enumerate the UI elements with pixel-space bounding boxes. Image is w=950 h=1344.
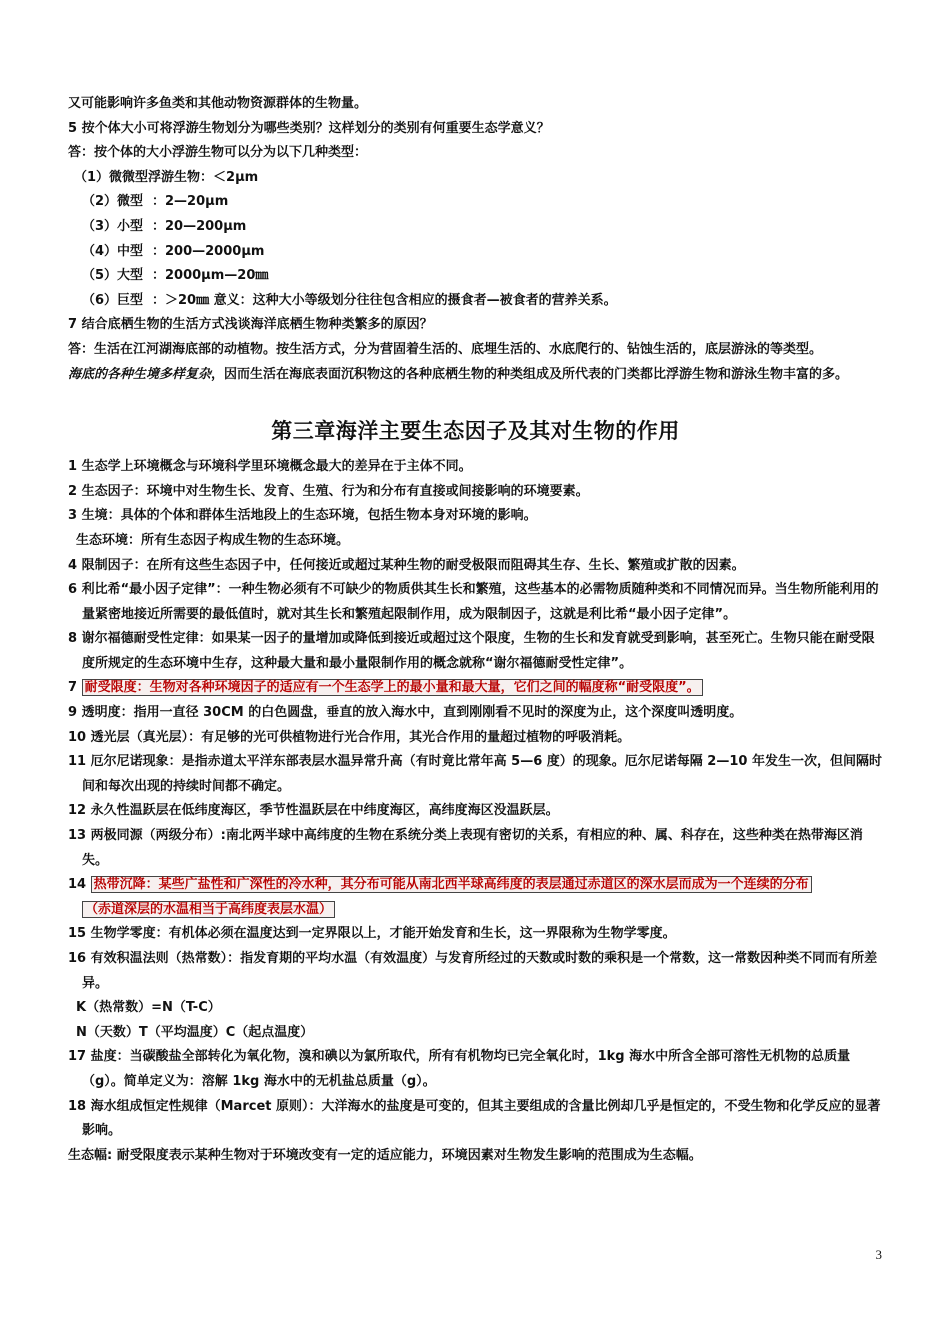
page-number: 3 <box>875 1247 882 1262</box>
type-value: ：＞20㎜ 意义：这种大小等级划分往往包含相应的摄食者—被食者的营养关系。 <box>152 292 617 308</box>
type-label: （2）微型 <box>82 194 144 210</box>
answer-7: 答：生活在江河湖海底部的动植物。按生活方式，分为营固着生活的、底埋生活的、水底爬行的、钻蚀生活的，底层游泳的等类型。 <box>68 341 823 357</box>
plankton-type-3 <box>68 215 883 240</box>
type-label: （5）大型 <box>82 268 144 284</box>
item-18: 18 海水组成恒定性规律（Marcet 原则）：大洋海水的盐度是可变的，但其主要组成的含量比例却几乎是恒定的，不受生物和化学反应的显著影响。 <box>68 1098 881 1139</box>
item-number: 14 <box>68 877 91 893</box>
highlighted-text: 耐受限度：生物对各种环境因子的适应有一个生态学上的最小量和最大量，它们之间的幅度称“耐受限度”。 <box>82 679 703 696</box>
item-16-legend: N（天数）T（平均温度）C（起点温度） <box>76 1024 314 1040</box>
item-12: 12 永久性温跃层在低纬度海区，季节性温跃层在中纬度海区，高纬度海区没温跃层。 <box>68 803 559 819</box>
plankton-type-1 <box>68 166 883 191</box>
item-6: 6 利比希“最小因子定律”：一种生物必须有不可缺少的物质供其生长和繁殖，这些基本的必需物质随种类和不同情况而异。当生物所能利用的量紧密地接近所需要的最低值时，就对其生长和繁殖起限制作用，成为限制因子，这就是利比希“最小因子定律”。 <box>68 582 879 622</box>
type-label: （1）微微型浮游生物： <box>74 169 214 185</box>
plankton-type-4 <box>68 240 883 265</box>
item-15: 15 生物学零度：有机体必须在温度达到一定界限以上，才能开始发育和生长，这一界限称为生物学零度。 <box>68 926 676 942</box>
highlighted-text: 热带沉降：某些广盐性和广深性的冷水种，其分布可能从南北西半球高纬度的表层通过赤道区的深水层而成为一个连续的分布 <box>91 876 812 893</box>
type-label: （3）小型 <box>82 218 144 234</box>
intro-line: 又可能影响许多鱼类和其他动物资源群体的生物量。 <box>68 96 368 111</box>
item-1: 1 生态学上环境概念与环境科学里环境概念最大的差异在于主体不同。 <box>68 459 472 475</box>
item-17: 17 盐度：当碳酸盐全部转化为氧化物，溴和碘以为氯所取代，所有有机物均已完全氧化时，1kg 海水中所含全部可溶性无机物的总质量（g）。简单定义为：溶解 1kg 海水中的无机盐总质量（g）。 <box>68 1049 851 1089</box>
item-16: 16 有效积温法则（热常数）：指发育期的平均水温（有效温度）与发育所经过的天数或时数的乘积是一个常数，这一常数因种类不同而有所差异。 <box>68 951 878 991</box>
item-number: 7 <box>68 680 82 696</box>
highlighted-text: （赤道深层的水温相当于高纬度表层水温） <box>82 901 335 918</box>
item-3: 3 生境：具体的个体和群体生活地段上的生态环境，包括生物本身对环境的影响。 <box>68 508 537 524</box>
item-8: 8 谢尔福德耐受性定律：如果某一因子的量增加或降低到接近或超过这个限度，生物的生长和发育就受到影响，甚至死亡。生物只能在耐受限度所规定的生态环境中生存，这种最大量和最小量限制作用的概念就称“谢尔福德耐受性定律”。 <box>68 631 875 671</box>
item-4: 4 限制因子：在所有这些生态因子中，任何接近或超过某种生物的耐受极限而阻碍其生存、生长、繁殖或扩散的因素。 <box>68 557 745 573</box>
question-5: 5 按个体大小可将浮游生物划分为哪些类别？这样划分的类别有何重要生态学意义？ <box>68 120 550 136</box>
type-value: ：20—200μm <box>152 218 247 234</box>
item-ecological-amplitude: 生态幅: 耐受限度表示某种生物对于环境改变有一定的适应能力，环境因素对生物发生影响的范围成为生态幅。 <box>68 1147 702 1163</box>
answer-7-detail <box>68 363 883 388</box>
type-value: ：2000μm—20㎜ <box>152 268 269 284</box>
type-label: （4）中型 <box>82 243 144 259</box>
plankton-type-6 <box>68 289 883 314</box>
item-16-formula: K（热常数）=N（T-C） <box>76 1000 221 1016</box>
item-9: 9 透明度：指用一直径 30CM 的白色圆盘，垂直的放入海水中，直到刚刚看不见时的深度为止，这个深度叫透明度。 <box>68 705 743 721</box>
emphasis-text: 海底的各种生境多样复杂 <box>68 366 212 382</box>
answer-7-rest: ，因而生活在海底表面沉积物这的各种底栖生物的种类组成及所代表的门类都比浮游生物和游泳生物丰富的多。 <box>211 366 849 382</box>
item-14-tropical-submergence <box>68 873 883 898</box>
item-3-env: 生态环境：所有生态因子构成生物的生态环境。 <box>76 532 350 548</box>
item-14-note <box>68 898 883 923</box>
item-7-tolerance <box>68 676 883 701</box>
chapter-title: 第三章海洋主要生态因子及其对生物的作用 <box>271 419 680 444</box>
item-2: 2 生态因子：环境中对生物生长、发育、生殖、行为和分布有直接或间接影响的环境要素。 <box>68 483 589 499</box>
item-11: 11 厄尔尼诺现象：是指赤道太平洋东部表层水温异常升高（有时竟比常年高 5—6 度）的现象。厄尔尼诺每隔 2—10 年发生一次，但间隔时间和每次出现的持续时间都不确定。 <box>68 754 882 794</box>
document-page <box>68 92 883 1168</box>
plankton-type-2 <box>68 190 883 215</box>
type-value: ：200—2000μm <box>152 243 265 259</box>
plankton-type-5 <box>68 264 883 289</box>
type-label: （6）巨型 <box>82 292 144 308</box>
type-value: ：2—20μm <box>152 194 229 210</box>
type-value: ＜2μm <box>213 169 259 185</box>
answer-5: 答：按个体的大小浮游生物可以分为以下几种类型： <box>68 145 368 161</box>
item-10: 10 透光层（真光层）：有足够的光可供植物进行光合作用，其光合作用的量超过植物的呼吸消耗。 <box>68 729 631 745</box>
item-13: 13 两极同源（两级分布）:南北两半球中高纬度的生物在系统分类上表现有密切的关系，有相应的种、属、科存在，这些种类在热带海区消失。 <box>68 828 863 868</box>
question-7: 7 结合底栖生物的生活方式浅谈海洋底栖生物种类繁多的原因？ <box>68 317 433 333</box>
